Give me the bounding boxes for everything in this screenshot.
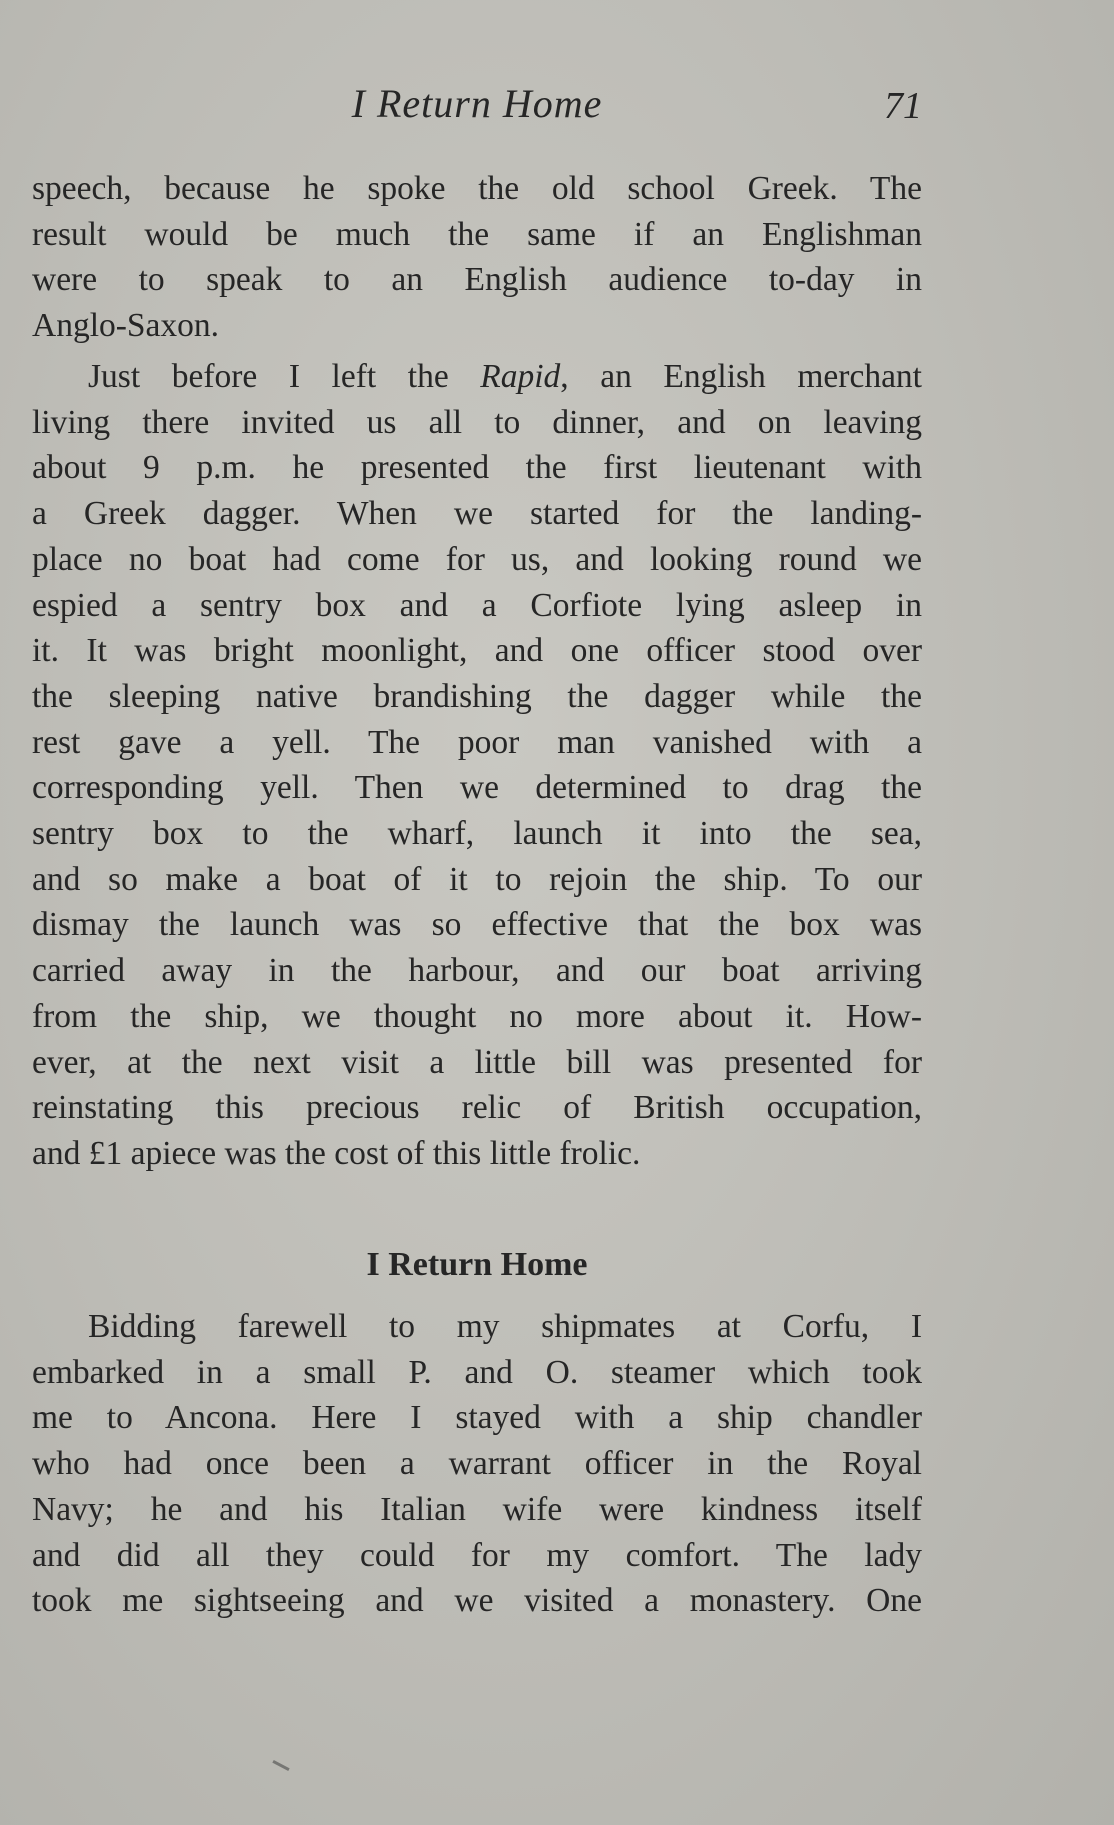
paragraph-3 (32, 1304, 922, 1624)
text-line: rest gave a yell. The poor man vanished with a (32, 723, 922, 761)
text-line: who had once been a warrant officer in the Royal (32, 1445, 922, 1483)
text-line: ever, at the next visit a little bill was presented for (32, 1043, 922, 1081)
paper-mark (272, 1760, 289, 1771)
text-line: espied a sentry box and a Corfiote lying asleep in (32, 586, 922, 624)
text-line: about 9 p.m. he presented the first lieutenant with (32, 449, 922, 487)
text-line: carried away in the harbour, and our boat arriving (32, 952, 922, 990)
text-line: living there invited us all to dinner, and on leaving (32, 403, 922, 441)
text-line: took me sightseeing and we visited a monastery. One (32, 1582, 922, 1620)
ship-name-italic: Rapid (480, 358, 561, 395)
text-line-with-italic: Just before I left the Rapid, an English merchant (88, 358, 922, 395)
text-line: speech, because he spoke the old school Greek. The (32, 170, 922, 207)
running-head (32, 80, 922, 140)
paragraph-2 (32, 354, 922, 1177)
text-line: sentry box to the wharf, launch it into the sea, (32, 815, 922, 853)
text-line: embarked in a small P. and O. steamer which took (32, 1353, 922, 1391)
text-line: and so make a boat of it to rejoin the ship. To our (32, 860, 922, 898)
text-line: Navy; he and his Italian wife were kindness itself (32, 1490, 922, 1528)
text-line: Anglo-Saxon. (32, 307, 220, 345)
text-line: result would be much the same if an Englishman (32, 215, 922, 253)
text-line: the sleeping native brandishing the dagger while the (32, 677, 922, 715)
text-line: from the ship, we thought no more about it. How- (32, 997, 922, 1035)
text-line: place no boat had come for us, and looking round we (32, 540, 922, 578)
text-line: dismay the launch was so effective that the box was (32, 906, 922, 944)
text-line: me to Ancona. Here I stayed with a ship chandler (32, 1399, 922, 1437)
running-title: I Return Home (351, 81, 603, 126)
text-line: it. It was bright moonlight, and one officer stood over (32, 632, 922, 670)
page-number: 71 (884, 85, 922, 127)
text-line: a Greek dagger. When we started for the landing- (32, 495, 922, 533)
text-line: and did all they could for my comfort. The lady (32, 1536, 922, 1574)
text-line: Bidding farewell to my shipmates at Corfu, I (88, 1308, 922, 1345)
paragraph-1 (32, 166, 922, 349)
text-line: reinstating this precious relic of British occupation, (32, 1089, 922, 1127)
text-line: and £1 apiece was the cost of this little frolic. (32, 1134, 641, 1172)
text-line: corresponding yell. Then we determined to drag the (32, 769, 922, 807)
section-heading: I Return Home (366, 1246, 588, 1283)
text-line: were to speak to an English audience to-day in (32, 261, 922, 299)
